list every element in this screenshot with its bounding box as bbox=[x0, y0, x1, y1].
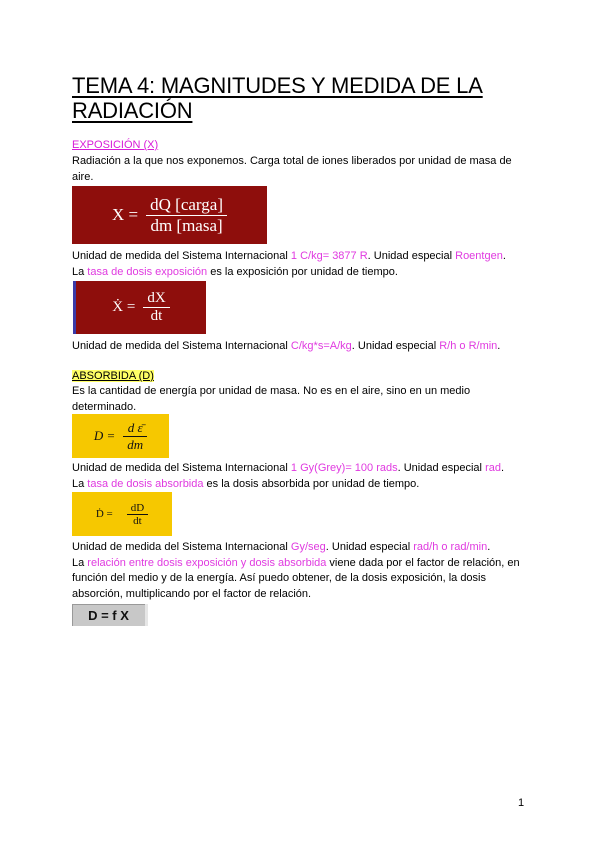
formula-numerator: dX bbox=[147, 290, 166, 306]
units-si-value: 1 Gy(Grey)= 100 rads bbox=[290, 462, 398, 474]
exposicion-rate-units: Unidad de medida del Sistema Internacional C/kg*s=A/kg. Unidad especial R/h o R/min. bbox=[72, 340, 501, 352]
formula-numerator: dD bbox=[130, 501, 145, 514]
formula-fraction bbox=[123, 420, 147, 453]
absorbida-rate-formula bbox=[72, 492, 172, 536]
rate-units-si-value: C/kg*s=A/kg bbox=[290, 340, 352, 352]
formula-lhs: Ḋ = bbox=[95, 508, 113, 520]
absorbida-units: Unidad de medida del Sistema Internacional 1 Gy(Grey)= 100 rads. Unidad especial rad. La tasa de dosis absorbida es la dosis absorbida por unidad de tiempo. bbox=[72, 462, 505, 490]
absorbida-rate-units: Unidad de medida del Sistema Internacional Gy/seg. Unidad especial rad/h o rad/min. La relación entre dosis exposición y dosis absorbida viene dada por el factor de relación, en función del medio y de la energía. Así puedo obtener, de la dosis exposición, la dosis absorción, multiplicando por el factor de relación. bbox=[72, 541, 520, 600]
formula-fraction bbox=[127, 502, 148, 527]
formula-numerator: dQ [carga] bbox=[150, 194, 223, 214]
formula-denominator: dt bbox=[133, 514, 142, 527]
formula-denominator: dt bbox=[150, 308, 163, 324]
rate-units-si-value: Gy/seg bbox=[290, 541, 326, 553]
exposicion-units: Unidad de medida del Sistema Internacional 1 C/kg= 3877 R. Unidad especial Roentgen. La tasa de dosis exposición es la exposición por unidad de tiempo. bbox=[72, 250, 506, 278]
formula-lhs: Ẋ = bbox=[112, 299, 136, 315]
formula-numerator: d ε̄ bbox=[127, 419, 143, 435]
formula-denominator: dm bbox=[127, 436, 144, 452]
formula-fraction bbox=[143, 290, 169, 325]
exposicion-formula bbox=[72, 186, 267, 244]
formula-lhs: X = bbox=[112, 205, 139, 224]
relation-formula: D = f X bbox=[72, 604, 148, 626]
units-special-value: rad bbox=[485, 462, 501, 474]
exposicion-intro: Radiación a la que nos exponemos. Carga total de iones liberados por unidad de masa de aire. bbox=[72, 155, 512, 183]
formula-fraction bbox=[146, 195, 227, 236]
rate-term: tasa de dosis exposición bbox=[87, 265, 208, 278]
rate-units-special-value: R/h o R/min bbox=[439, 340, 498, 352]
units-special-value: Roentgen bbox=[455, 250, 503, 262]
relation-term: relación entre dosis exposición y dosis absorbida bbox=[87, 556, 327, 569]
rate-term: tasa de dosis absorbida bbox=[87, 477, 204, 490]
formula-denominator: dm [masa] bbox=[150, 215, 223, 235]
section-heading-exposicion: EXPOSICIÓN (X) bbox=[72, 139, 159, 151]
page-number: 1 bbox=[518, 797, 525, 809]
exposicion-rate-formula bbox=[73, 281, 206, 334]
section-heading-absorbida: ABSORBIDA (D) bbox=[72, 370, 154, 382]
absorbida-formula bbox=[72, 414, 169, 458]
rate-units-special-value: rad/h o rad/min bbox=[413, 541, 488, 553]
page-title: TEMA 4: MAGNITUDES Y MEDIDA DE LA RADIACIÓN bbox=[72, 73, 483, 123]
units-si-value: 1 C/kg= 3877 R bbox=[290, 250, 368, 262]
absorbida-intro: Es la cantidad de energía por unidad de masa. No es en el aire, sino en un medio determinado. bbox=[72, 385, 471, 413]
formula-lhs: D = bbox=[93, 428, 116, 443]
